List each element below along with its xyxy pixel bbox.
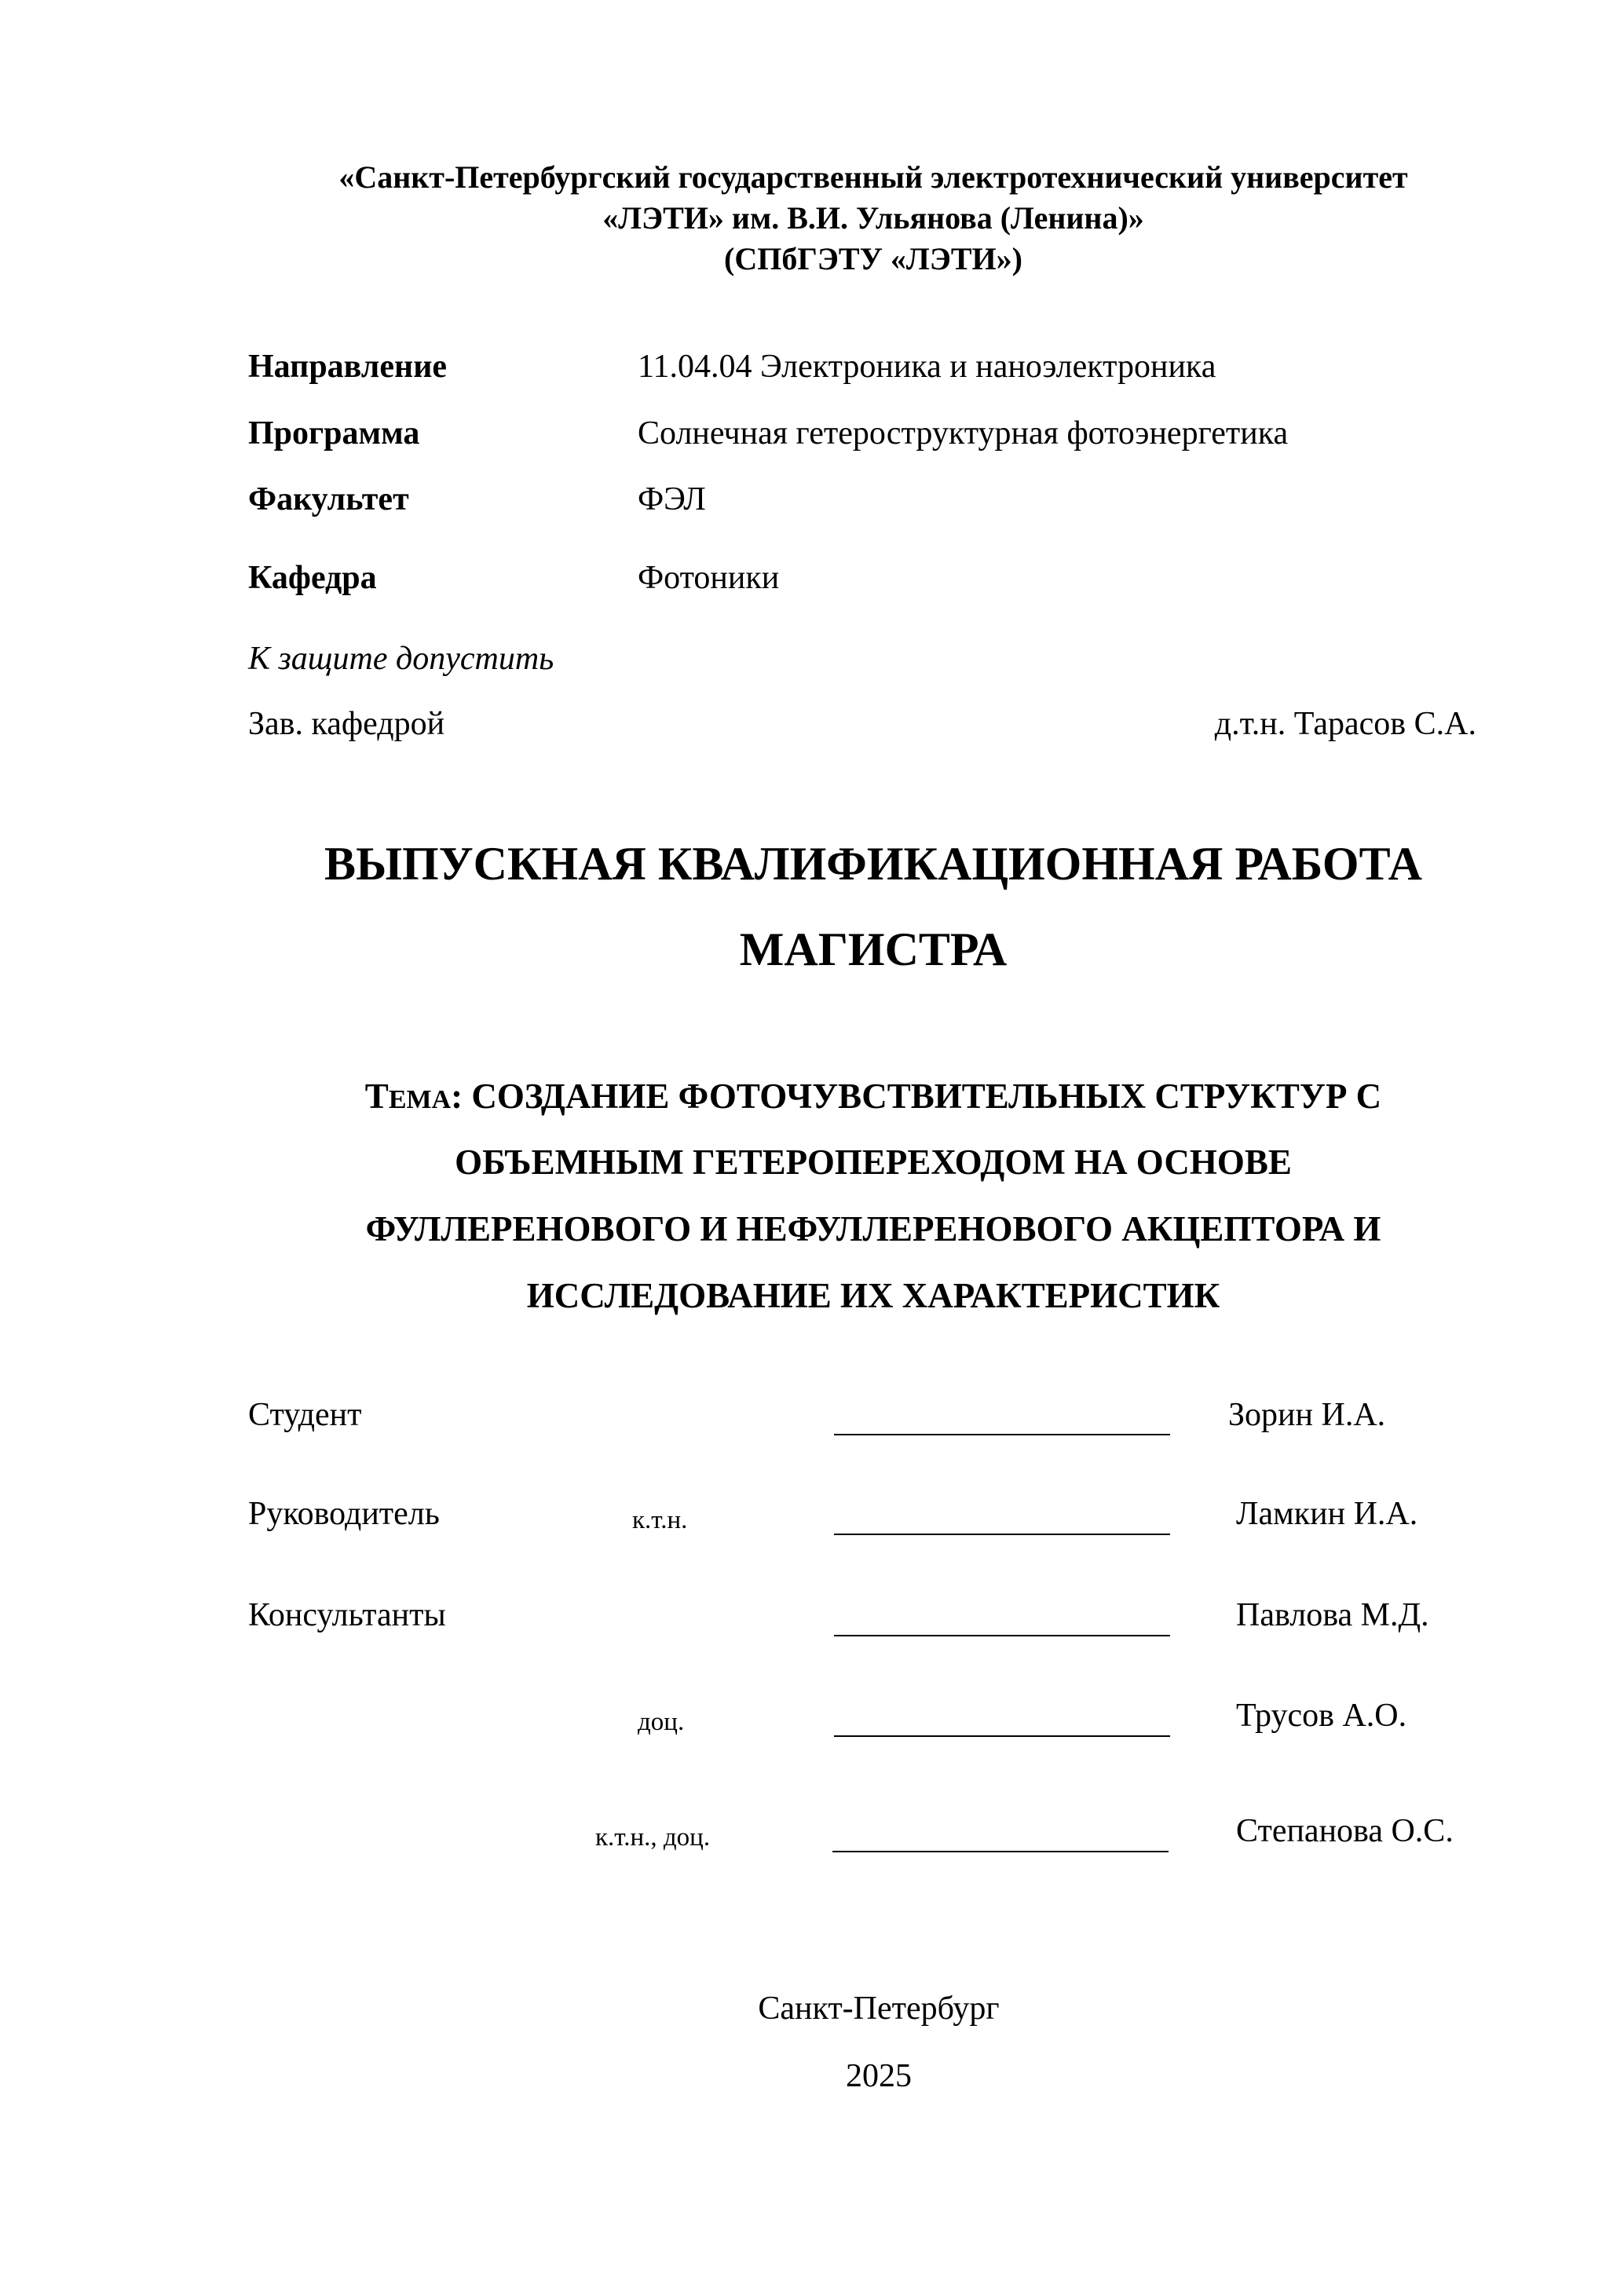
- footer-city: Санкт-Петербург: [758, 1991, 1000, 2027]
- signature-line: [832, 1851, 1169, 1852]
- approval-role: Зав. кафедрой: [248, 706, 445, 742]
- signature-name-consultant1: Павлова М.Д.: [1236, 1597, 1429, 1633]
- signature-name-consultant3: Степанова О.С.: [1236, 1813, 1454, 1849]
- signature-line: [834, 1635, 1170, 1636]
- signature-role-supervisor: Руководитель: [248, 1496, 440, 1532]
- signature-role-student: Студент: [248, 1397, 362, 1433]
- direction-value: 11.04.04 Электроника и наноэлектроника: [638, 349, 1216, 385]
- topic-line3: ФУЛЛЕРЕНОВОГО И НЕФУЛЛЕРЕНОВОГО АКЦЕПТОРА И: [365, 1209, 1381, 1249]
- signature-degree-supervisor: к.т.н.: [632, 1506, 688, 1534]
- university-abbreviation: (СПбГЭТУ «ЛЭТИ»): [724, 241, 1022, 276]
- topic-line1-text: СОЗДАНИЕ ФОТОЧУВСТВИТЕЛЬНЫХ СТРУКТУР С: [463, 1077, 1382, 1116]
- faculty-label: Факультет: [248, 481, 409, 517]
- topic-colon: :: [451, 1077, 463, 1116]
- topic-prefix-cap: Т: [364, 1077, 389, 1116]
- signature-degree-consultant2: доц.: [638, 1708, 685, 1736]
- topic-line2: ОБЪЕМНЫМ ГЕТЕРОПЕРЕХОДОМ НА ОСНОВЕ: [455, 1143, 1292, 1182]
- work-title-line1: ВЫПУСКНАЯ КВАЛИФИКАЦИОННАЯ РАБОТА: [324, 838, 1422, 890]
- work-title-line2: МАГИСТРА: [739, 923, 1008, 975]
- faculty-value: ФЭЛ: [638, 481, 706, 517]
- approval-name: д.т.н. Тарасов С.А.: [1214, 706, 1476, 742]
- direction-label: Направление: [248, 349, 448, 385]
- footer-year: 2025: [846, 2058, 912, 2094]
- signature-name-student: Зорин И.А.: [1228, 1397, 1386, 1433]
- signature-degree-consultant3: к.т.н., доц.: [595, 1823, 711, 1852]
- signature-line: [834, 1434, 1170, 1435]
- university-name-line1: «Санкт-Петербургский государственный электротехнический университет: [338, 159, 1408, 195]
- signature-line: [834, 1735, 1170, 1737]
- signature-line: [834, 1534, 1170, 1535]
- topic-line1: [0, 1076, 1624, 1117]
- signature-role-consultants: Консультанты: [248, 1597, 446, 1633]
- topic-line4: ИССЛЕДОВАНИЕ ИХ ХАРАКТЕРИСТИК: [526, 1276, 1220, 1315]
- university-name-line2: «ЛЭТИ» им. В.И. Ульянова (Ленина)»: [602, 200, 1144, 236]
- program-label: Программа: [248, 415, 420, 452]
- program-value: Солнечная гетероструктурная фотоэнергетика: [638, 415, 1289, 452]
- department-value: Фотоники: [638, 560, 780, 596]
- department-label: Кафедра: [248, 560, 377, 596]
- signature-name-consultant2: Трусов А.О.: [1236, 1698, 1407, 1734]
- topic-prefix-rest: ЕМА: [388, 1085, 452, 1114]
- signature-name-supervisor: Ламкин И.А.: [1236, 1496, 1418, 1532]
- approval-note: К защите допустить: [248, 641, 554, 677]
